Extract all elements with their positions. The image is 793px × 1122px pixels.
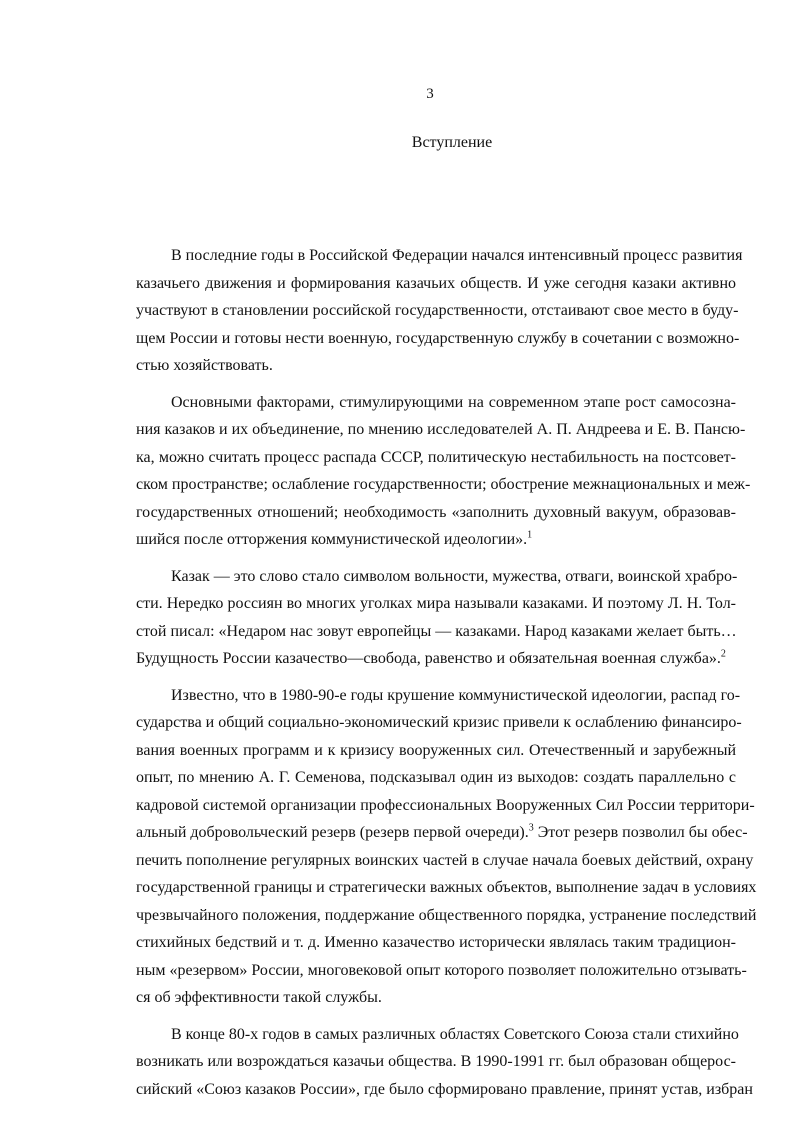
text-line: Известно, что в 1980-90-е годы крушение коммунистической идеологии, распад го- xyxy=(171,686,741,704)
text-line: стихийных бедствий и т. д. Именно казачество исторически являлась таким традицион- xyxy=(136,934,736,951)
paragraph xyxy=(136,682,757,1012)
text-line: щем России и готовы нести военную, государственную службу в сочетании с возможно- xyxy=(136,329,740,347)
paragraph xyxy=(136,1021,753,1104)
footnote-marker: 1 xyxy=(527,529,533,541)
text-line: печить пополнение регулярных воинских частей в случае начала боевых действий, охрану xyxy=(136,851,754,869)
text-line: сти. Нередко россиян во многих уголках мира называли казаками. И поэтому Л. Н. Тол- xyxy=(136,595,736,612)
text-line: казачьего движения и формирования казачьих обществ. И уже сегодня казаки активно xyxy=(136,274,736,292)
text-line: вания военных программ и к кризису вооруженных сил. Отечественный и зарубежный xyxy=(136,741,736,759)
text-line: участвуют в становлении российской государственности, отстаивают свое место в буду- xyxy=(136,302,739,319)
text-line: сударства и общий социально-экономический кризис привели к ослаблению финансиро- xyxy=(136,714,742,731)
text-line: стой писал: «Недаром нас зовут европейцы — казаками. Народ казаками желает быть… xyxy=(136,622,737,640)
text-line: чрезвычайного положения, поддержание общественного порядка, устранение последствий xyxy=(136,906,757,924)
document-body xyxy=(136,242,757,1112)
text-line: шийся после отторжения коммунистической идеологии».$^1$ xyxy=(136,529,533,548)
page-number: 3 xyxy=(426,86,434,102)
text-line: В конце 80-х годов в самых различных областях Советского Союза стали стихийно xyxy=(171,1025,739,1043)
text-line: В последние годы в Российской Федерации начался интенсивный процесс развития xyxy=(171,247,743,264)
paragraph xyxy=(136,563,736,673)
text-line: ка, можно считать процесс распада СССР, политическую нестабильность на постсовет- xyxy=(136,448,736,466)
text-line: стью хозяйствовать. xyxy=(136,357,273,374)
footnote-marker: 3 xyxy=(528,822,534,834)
footnote-marker: 2 xyxy=(720,648,726,660)
text-line: Будущность России казачество—свобода, равенство и обязательная военная служба».$^2$ xyxy=(136,648,726,667)
text-continuation: Этот резерв позволил бы обес- xyxy=(533,824,748,841)
section-heading: Вступление xyxy=(411,134,493,151)
text-line: ся об эффективности такой службы. xyxy=(136,989,382,1006)
text-line: ском пространстве; ослабление государственности; обострение межнациональных и меж- xyxy=(136,476,751,493)
text-line: альный добровольческий резерв (резерв первой очереди).$^3$ Этот резерв позволил бы обес- xyxy=(136,822,748,841)
text-line: опыт, по мнению А. Г. Семенова, подсказывал один из выходов: создать параллельно с xyxy=(136,769,736,786)
text-line: ным «резервом» России, многовековой опыт которого позволяет положительно отзывать- xyxy=(136,961,747,979)
text-line: ния казаков и их объединение, по мнению исследователей А. П. Андреева и Е. В. Пансю- xyxy=(136,421,746,438)
text-line: возникать или возрождаться казачьи общества. В 1990-1991 гг. был образован общерос- xyxy=(136,1053,736,1070)
paragraph xyxy=(136,389,751,554)
text-line: государственной границы и стратегически важных объектов, выполнение задач в условиях xyxy=(136,879,757,896)
text-line: Основными факторами, стимулирующими на современном этапе рост самосозна- xyxy=(171,393,736,411)
text-line: кадровой системой организации профессиональных Вооруженных Сил России территори- xyxy=(136,796,755,814)
paragraph xyxy=(136,242,743,380)
text-line: Казак — это слово стало символом вольности, мужества, отваги, воинской храбро- xyxy=(171,567,738,585)
text-line: государственных отношений; необходимость «заполнить духовный вакуум, образовав- xyxy=(136,503,736,521)
text-line: сийский «Союз казаков России», где было сформировано правление, принят устав, избран xyxy=(136,1080,753,1098)
